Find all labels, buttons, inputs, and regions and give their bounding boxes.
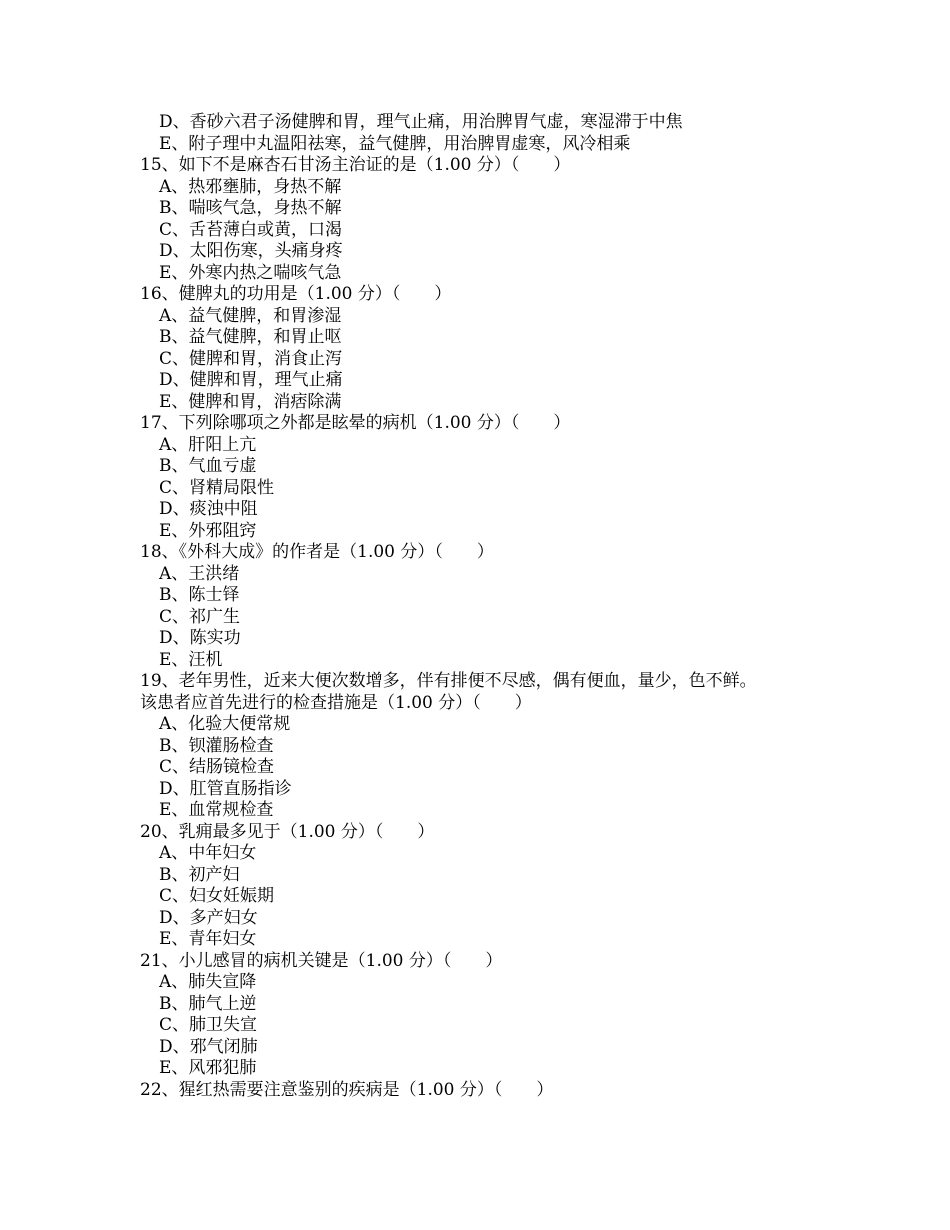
answer-option: D、痰浊中阻 — [159, 499, 258, 519]
answer-option: A、中年妇女 — [159, 843, 257, 863]
answer-option: C、肺卫失宣 — [159, 1015, 258, 1035]
answer-option: C、妇女妊娠期 — [159, 886, 275, 906]
answer-option: E、汪机 — [159, 649, 223, 670]
answer-option: A、王洪绪 — [159, 563, 240, 584]
question-text: 21、小儿感冒的病机关键是（1.00 分）（ ） — [140, 950, 503, 971]
answer-option: A、热邪壅肺，身热不解 — [159, 176, 342, 197]
question-text: 15、如下不是麻杏石甘汤主治证的是（1.00 分）（ ） — [140, 155, 571, 175]
answer-option: B、肺气上逆 — [159, 993, 257, 1014]
answer-option: C、肾精局限性 — [159, 477, 275, 498]
answer-option: E、外寒内热之喘咳气急 — [159, 262, 342, 283]
answer-option: E、外邪阻窍 — [159, 520, 257, 541]
answer-option: D、香砂六君子汤健脾和胃，理气止痛，用治脾胃气虚，寒湿滞于中焦 — [159, 112, 683, 132]
question-text: 20、乳痈最多见于（1.00 分）（ ） — [140, 821, 435, 842]
question-text: 19、老年男性，近来大便次数增多，伴有排便不尽感，偶有便血，量少，色不鲜。 — [140, 671, 757, 691]
answer-option: B、陈士铎 — [159, 585, 240, 605]
question-text: 22、猩红热需要注意鉴别的疾病是（1.00 分）（ ） — [140, 1079, 554, 1100]
answer-option: A、化验大便常规 — [159, 714, 291, 734]
answer-option: E、青年妇女 — [159, 929, 257, 949]
answer-option: C、结肠镜检查 — [159, 757, 275, 777]
answer-option: A、肝阳上亢 — [159, 434, 257, 455]
answer-option: B、初产妇 — [159, 864, 240, 885]
answer-option: E、附子理中丸温阳祛寒，益气健脾，用治脾胃虚寒，风冷相乘 — [159, 133, 631, 154]
answer-option: D、肛管直肠指诊 — [159, 778, 292, 799]
answer-option: E、风邪犯肺 — [159, 1058, 257, 1078]
answer-option: B、喘咳气急，身热不解 — [159, 198, 342, 218]
answer-option: D、邪气闭肺 — [159, 1036, 258, 1057]
answer-option: D、太阳伤寒，头痛身疼 — [159, 241, 343, 261]
answer-option: C、健脾和胃，消食止泻 — [159, 348, 343, 369]
answer-option: D、多产妇女 — [159, 907, 258, 928]
question-list — [140, 112, 840, 1101]
question-text: 17、下列除哪项之外都是眩晕的病机（1.00 分）（ ） — [140, 413, 571, 433]
answer-option: C、祁广生 — [159, 606, 241, 627]
answer-option: C、舌苔薄白或黄，口渴 — [159, 219, 343, 240]
answer-option: E、血常规检查 — [159, 800, 274, 820]
answer-option: E、健脾和胃，消痞除满 — [159, 391, 342, 412]
answer-option: B、气血亏虚 — [159, 456, 257, 476]
question-text: 16、健脾丸的功用是（1.00 分）（ ） — [140, 284, 452, 304]
answer-option: B、益气健脾，和胃止呕 — [159, 327, 342, 347]
answer-option: A、益气健脾，和胃渗湿 — [159, 305, 342, 326]
answer-option: A、肺失宣降 — [159, 972, 257, 992]
question-text: 该患者应首先进行的检查措施是（1.00 分）（ ） — [140, 692, 532, 713]
answer-option: B、钡灌肠检查 — [159, 735, 274, 756]
answer-option: D、健脾和胃，理气止痛 — [159, 370, 343, 390]
answer-option: D、陈实功 — [159, 628, 241, 648]
question-text: 18、《外科大成》的作者是（1.00 分）（ ） — [140, 542, 494, 562]
